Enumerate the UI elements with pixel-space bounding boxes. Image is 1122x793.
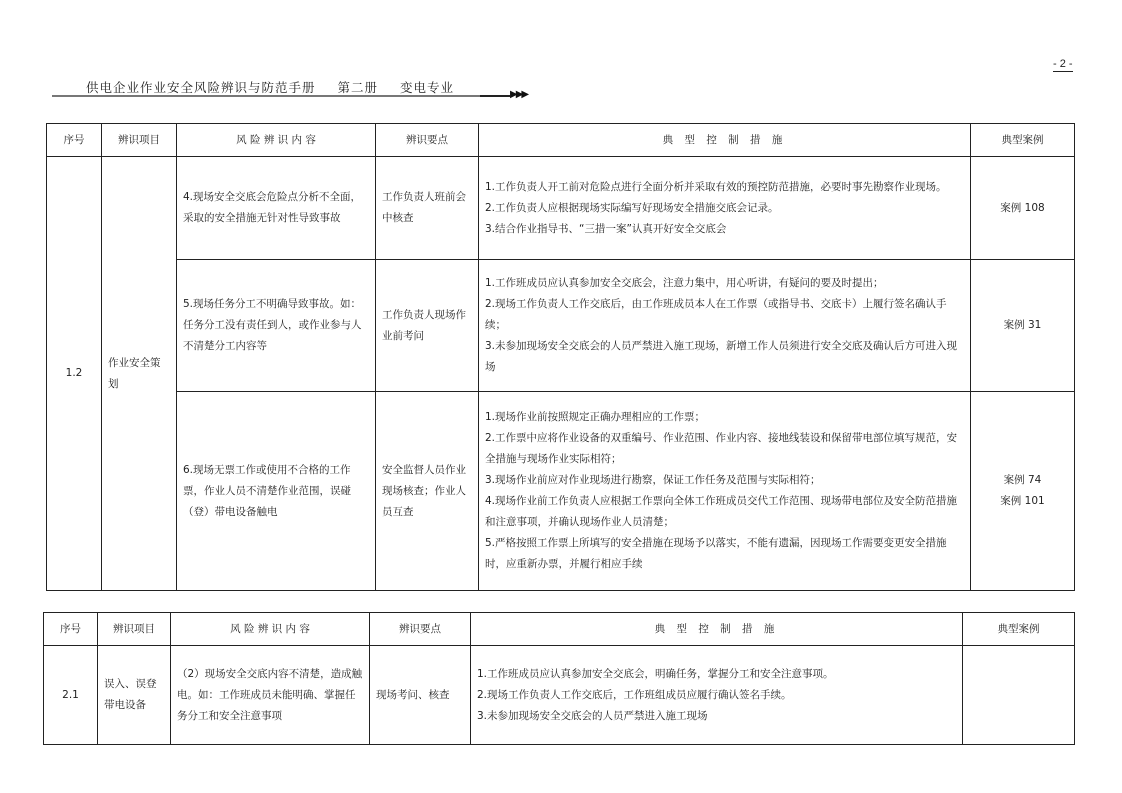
measure: 3.未参加现场安全交底会的人员严禁进入施工现场，新增工作人员须进行安全交底及确认后方可进入现场 (485, 340, 958, 373)
specialty: 变电专业 (400, 80, 455, 95)
risk-cell: 5.现场任务分工不明确导致事故。如：任务分工没有责任到人，或作业参与人不清楚分工内容等 (177, 260, 376, 392)
header-rule-dark (480, 95, 510, 97)
case-ref: 案例 74 (1003, 474, 1042, 486)
measure: 1.工作班成员应认真参加安全交底会，明确任务，掌握分工和安全注意事项。 (477, 667, 834, 680)
point-cell: 工作负责人班前会中核查 (376, 157, 479, 260)
risk-table-1 (46, 123, 1075, 591)
case-ref: 案例 31 (1003, 319, 1042, 331)
col-risk: 风 险 辨 识 内 容 (171, 613, 370, 646)
measure: 2.工作票中应将作业设备的双重编号、作业范围、作业内容、接地线装设和保留带电部位填写规范，安全措施与现场作业实际相符； (485, 432, 958, 465)
col-item: 辨识项目 (102, 124, 177, 157)
risk-table-2 (43, 612, 1075, 745)
table-header-row (47, 124, 1075, 157)
case-ref: 案例 101 (1000, 495, 1045, 507)
col-risk: 风 险 辨 识 内 容 (177, 124, 376, 157)
col-point: 辨识要点 (376, 124, 479, 157)
measure: 5.严格按照工作票上所填写的安全措施在现场予以落实，不能有遗漏，因现场工作需要变更安全措施时，应重新办票，并履行相应手续 (485, 537, 947, 570)
col-point: 辨识要点 (370, 613, 471, 646)
volume: 第二册 (337, 80, 379, 95)
measures-cell (471, 646, 963, 745)
risk-cell: （2）现场安全交底内容不清楚，造成触电。如：工作班成员未能明确、掌握任务分工和安全注意事项 (171, 646, 370, 745)
manual-title: 供电企业作业安全风险辨识与防范手册 (86, 80, 316, 95)
table-row (47, 157, 1075, 260)
point-cell: 现场考问、核查 (370, 646, 471, 745)
point-cell: 工作负责人现场作业前考问 (376, 260, 479, 392)
table-row (47, 392, 1075, 591)
col-measures: 典 型 控 制 措 施 (471, 613, 963, 646)
measure: 4.现场作业前工作负责人应根据工作票向全体工作班成员交代工作范围、现场带电部位及安全防范措施和注意事项，并确认现场作业人员清楚； (485, 495, 958, 528)
measures-cell (479, 157, 971, 260)
measure: 3.结合作业指导书、“三措一案”认真开好安全交底会 (485, 222, 727, 235)
table-row (44, 646, 1075, 745)
measures-cell (479, 392, 971, 591)
table-row (47, 260, 1075, 392)
case-ref: 案例 108 (1000, 201, 1045, 214)
col-measures: 典 型 控 制 措 施 (479, 124, 971, 157)
measure: 3.未参加现场安全交底会的人员严禁进入施工现场 (477, 709, 708, 722)
col-seq: 序号 (47, 124, 102, 157)
point-cell: 安全监督人员作业现场核查；作业人员互查 (376, 392, 479, 591)
col-seq: 序号 (44, 613, 98, 646)
col-cases: 典型案例 (971, 124, 1075, 157)
risk-cell: 4.现场安全交底会危险点分析不全面，采取的安全措施无针对性导致事故 (177, 157, 376, 260)
measure: 2.工作负责人应根据现场实际编写好现场安全措施交底会记录。 (485, 201, 779, 214)
cases-cell (971, 157, 1075, 260)
measure: 2.现场工作负责人工作交底后，工作班组成员应履行确认签名手续。 (477, 688, 792, 701)
col-cases: 典型案例 (963, 613, 1075, 646)
table-header-row (44, 613, 1075, 646)
cases-cell (963, 646, 1075, 745)
arrow-icon: ▶▶▶ (510, 89, 528, 100)
col-item: 辨识项目 (98, 613, 171, 646)
measure: 1.工作班成员应认真参加安全交底会，注意力集中，用心听讲，有疑问的要及时提出； (485, 277, 884, 289)
measure: 2.现场工作负责人工作交底后，由工作班成员本人在工作票（或指导书、交底卡）上履行签名确认手续； (485, 298, 947, 331)
risk-cell: 6.现场无票工作或使用不合格的工作票，作业人员不清楚作业范围，误碰（登）带电设备触电 (177, 392, 376, 591)
item-cell: 作业安全策划 (102, 157, 177, 591)
measure: 3.现场作业前应对作业现场进行勘察，保证工作任务及范围与实际相符； (485, 474, 821, 486)
seq-cell: 2.1 (44, 646, 98, 745)
cases-cell (971, 260, 1075, 392)
item-cell: 误入、误登带电设备 (98, 646, 171, 745)
header-rule (52, 95, 507, 97)
measure: 1.现场作业前按照规定正确办理相应的工作票； (485, 411, 706, 423)
page-number: - 2 - (1053, 58, 1073, 70)
measures-cell (479, 260, 971, 392)
running-header (86, 78, 476, 96)
measure: 1.工作负责人开工前对危险点进行全面分析并采取有效的预控防范措施，必要时事先勘察作业现场。 (485, 180, 947, 193)
seq-cell: 1.2 (47, 157, 102, 591)
cases-cell (971, 392, 1075, 591)
